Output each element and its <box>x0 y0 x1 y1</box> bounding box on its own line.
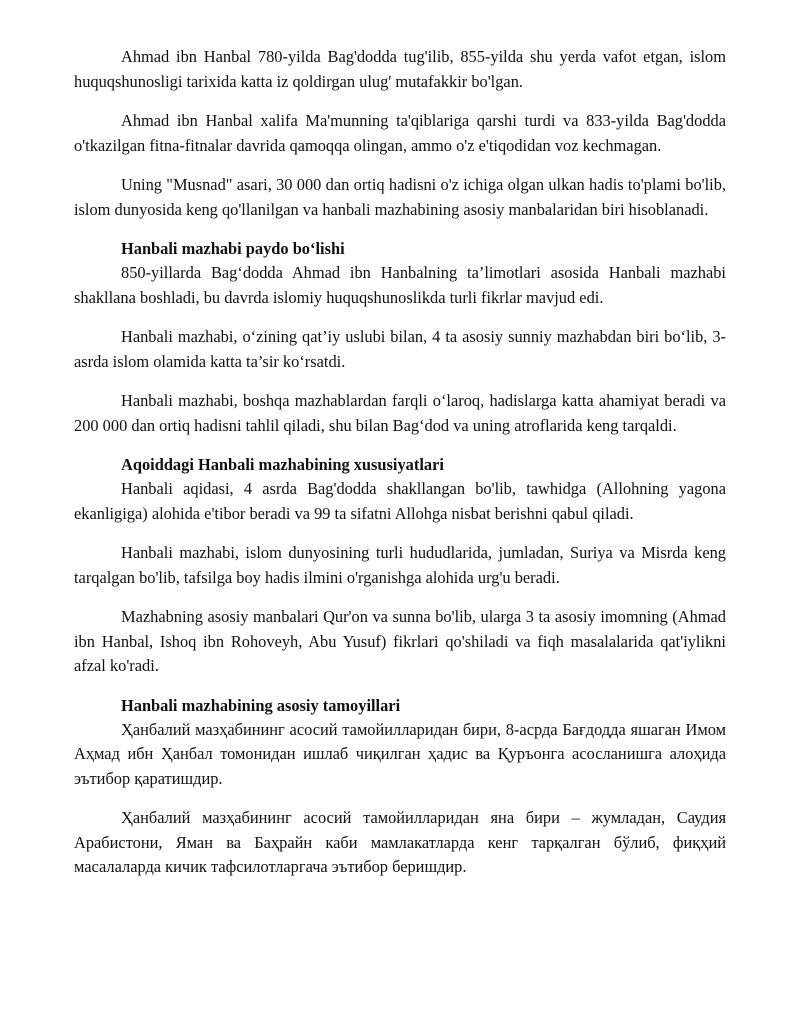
section-heading: Aqoiddagi Hanbali mazhabining xususiyatlari <box>121 455 444 474</box>
paragraph: Hanbali mazhabi, islom dunyosining turli hududlarida, jumladan, Suriya va Misrda keng tarqalgan bo'lib, tafsilga boy hadis ilmini o'rganishga alohida urg'u beradi. <box>74 543 726 587</box>
section-heading: Hanbali mazhabi paydo bo‘lishi <box>121 239 345 258</box>
section-heading: Hanbali mazhabining asosiy tamoyillari <box>121 695 401 715</box>
paragraph: Hanbali mazhabi, boshqa mazhablardan farqli o‘laroq, hadislarga katta ahamiyat beradi va 200 000 dan ortiq hadisni tahlil qiladi, shu bilan Bag‘dod va uning atroflarida keng tarqaldi. <box>74 391 726 435</box>
document-page <box>74 0 726 880</box>
paragraph: Hanbali mazhabi, o‘zining qat’iy uslubi bilan, 4 ta asosiy sunniy mazhabdan biri bo‘lib, 3-asrda islom olamida katta ta’sir ko‘rsatdi. <box>74 327 726 371</box>
paragraph: Ahmad ibn Hanbal 780-yilda Bag'dodda tug'ilib, 855-yilda shu yerda vafot etgan, islom huquqshunosligi tarixida katta iz qoldirgan ulug' mutafakkir bo'lgan. <box>74 47 726 91</box>
paragraph: Ҳанбалий мазҳабининг асосий тамойилларидан бири, 8-асрда Бағдодда яшаган Имом Аҳмад ибн Ҳанбал томонидан ишлаб чиқилган ҳадис ва Қуръонга асосланишга алоҳида эътибор қаратишдир. <box>74 719 726 788</box>
paragraph: Mazhabning asosiy manbalari Qur'on va sunna bo'lib, ularga 3 ta asosiy imomning (Ahmad ibn Hanbal, Ishoq ibn Rohoveyh, Abu Yusuf) fikrlari qo'shiladi va fiqh masalalarida qat'iylikni afzal ko'radi. <box>74 607 726 675</box>
paragraph: Hanbali aqidasi, 4 asrda Bag'dodda shakllangan bo'lib, tawhidga (Allohning yagona ekanligiga) alohida e'tibor beradi va 99 ta sifatni Allohga nisbat berishni qabul qiladi. <box>74 479 726 523</box>
paragraph: Ҳанбалий мазҳабининг асосий тамойилларидан яна бири – жумладан, Саудия Арабистони, Яман ва Баҳрайн каби мамлакатларда кенг тарқалган бўлиб, фиқҳий масалаларда кичик тафсилотларгача эътибор беришдир. <box>74 808 726 876</box>
paragraph: Uning "Musnad" asari, 30 000 dan ortiq hadisni o'z ichiga olgan ulkan hadis to'plami bo'lib, islom dunyosida keng qo'llanilgan va hanbali mazhabining asosiy manbalaridan biri hisoblanadi. <box>74 175 726 219</box>
paragraph: Ahmad ibn Hanbal xalifa Ma'munning ta'qiblariga qarshi turdi va 833-yilda Bag'dodda o'tkazilgan fitna-fitnalar davrida qamoqqa olingan, ammo o'z e'tiqodidan voz kechmagan. <box>74 111 726 155</box>
paragraph: 850-yillarda Bag‘dodda Ahmad ibn Hanbalning ta’limotlari asosida Hanbali mazhabi shakllana boshladi, bu davrda islomiy huquqshunoslikda turli fikrlar mavjud edi. <box>74 263 726 307</box>
